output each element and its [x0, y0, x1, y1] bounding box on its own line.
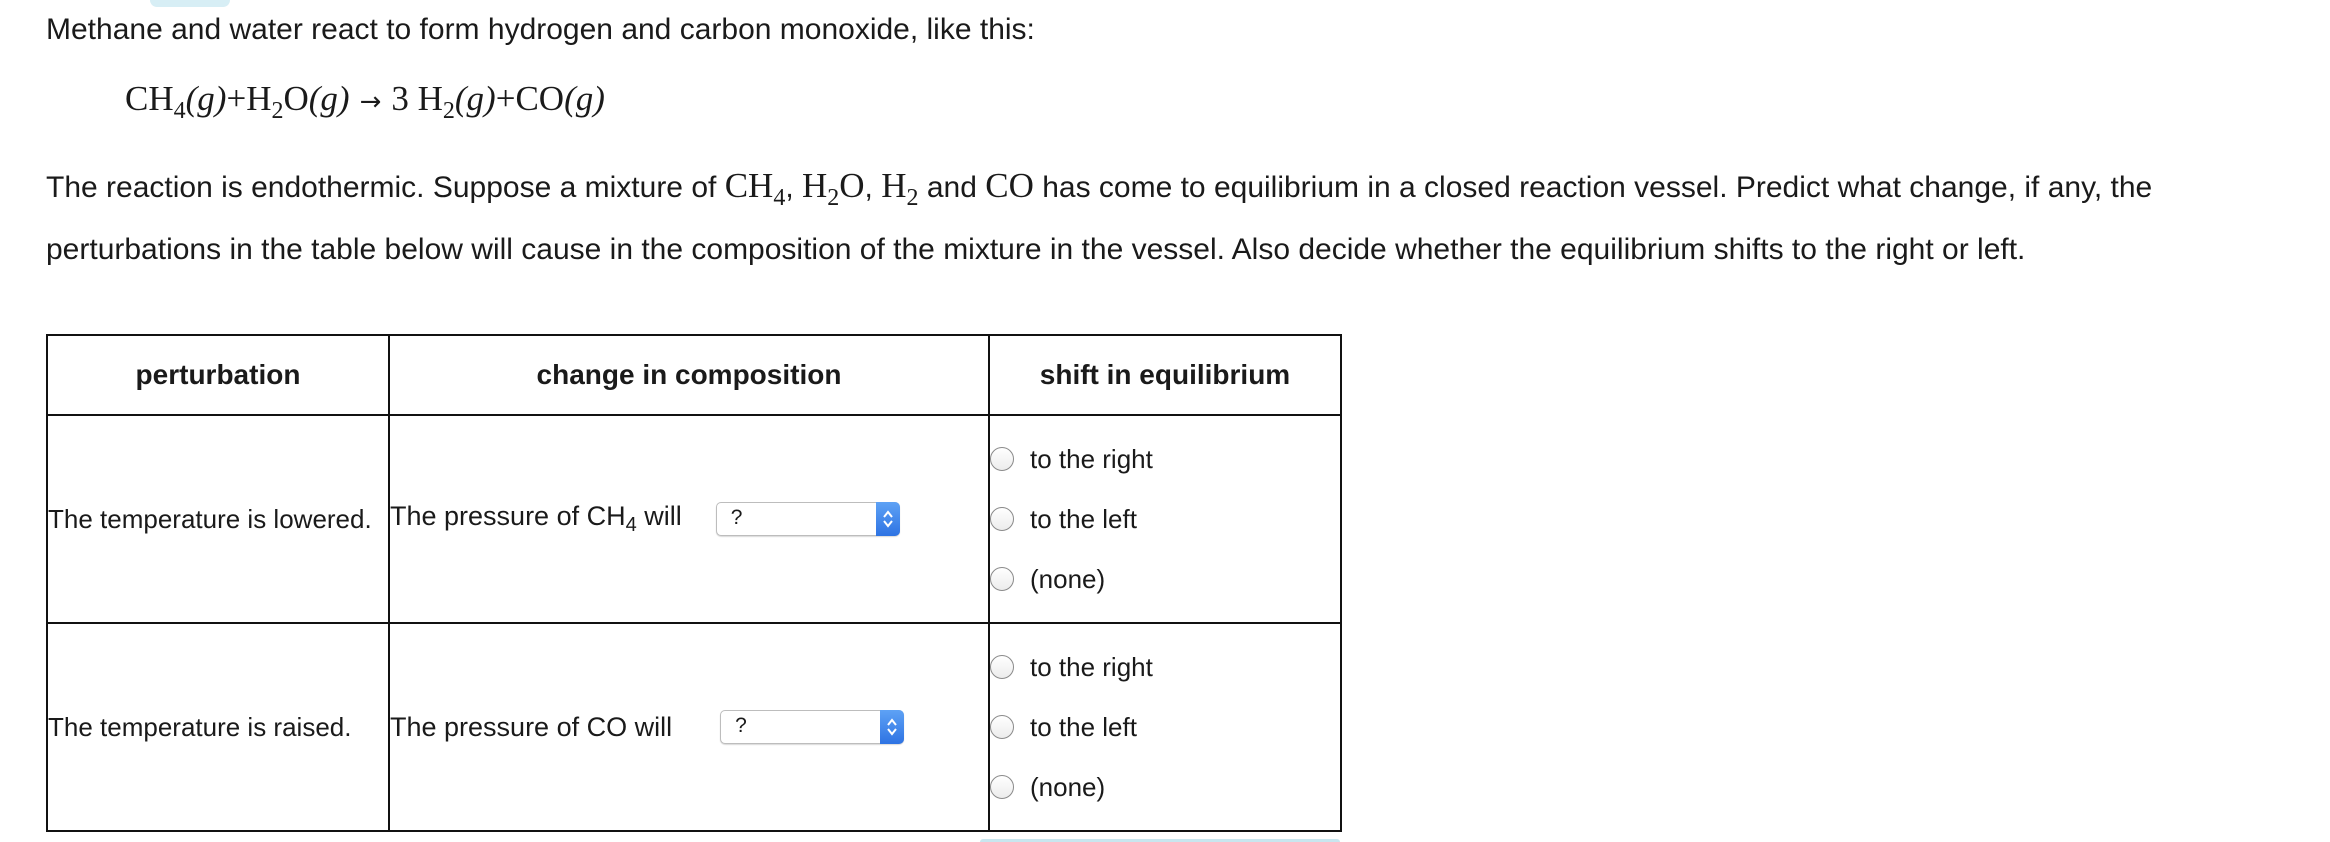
radio-button[interactable] [990, 447, 1014, 471]
top-tab-fragment [150, 0, 230, 7]
change-cell [389, 623, 989, 831]
perturbation-cell: The temperature is lowered. [47, 415, 389, 623]
radio-option[interactable]: (none) [990, 549, 1340, 609]
composition-select[interactable] [720, 710, 904, 744]
radio-option[interactable]: to the left [990, 697, 1340, 757]
reaction-arrow-icon: → [359, 87, 382, 117]
eq-reactant-1: CH [125, 79, 174, 118]
select-arrows-icon[interactable] [880, 710, 904, 744]
eq-product-2: CO [515, 79, 565, 118]
radio-button[interactable] [990, 775, 1014, 799]
radio-option[interactable]: to the left [990, 489, 1340, 549]
radio-button[interactable] [990, 655, 1014, 679]
header-perturbation: perturbation [47, 335, 389, 415]
eq-product-1: H [417, 79, 443, 118]
eq-reactant-2: H [246, 79, 272, 118]
change-label: The pressure of CO will [390, 711, 673, 742]
table-row [47, 623, 1341, 831]
radio-button[interactable] [990, 507, 1014, 531]
reaction-equation: $CH_4(g)+H_2O(g) \to 3$ $H_2(g)+CO(g)$ [125, 79, 605, 124]
select-value: ? [730, 506, 743, 529]
table-header-row [47, 335, 1341, 415]
change-cell [389, 415, 989, 623]
shift-cell [989, 623, 1341, 831]
intro-text: Methane and water react to form hydrogen and carbon monoxide, like this: [46, 13, 1035, 46]
select-arrows-icon[interactable] [876, 502, 900, 536]
header-shift: shift in equilibrium [989, 335, 1341, 415]
table-row [47, 415, 1341, 623]
select-value: ? [735, 714, 747, 737]
radio-option[interactable]: to the right [990, 637, 1340, 697]
header-change: change in composition [389, 335, 989, 415]
radio-button[interactable] [990, 567, 1014, 591]
problem-paragraph: The reaction is endothermic. Suppose a mixture of $CH_4$, $H_2O$, $H_2$ and CO has come to equilibrium in a closed reaction vessel. Predict what change, if any, the perturbations in the table below will cause in the composition of the mixture in the vessel. Also decide whether the equilibrium shifts to the right or left. [46, 166, 2153, 266]
perturbation-cell: The temperature is raised. [47, 623, 389, 831]
shift-cell [989, 415, 1341, 623]
composition-select[interactable] [716, 502, 900, 536]
radio-option[interactable]: (none) [990, 757, 1340, 817]
change-label: The pressure of $CH_4$ will [390, 501, 682, 536]
radio-option[interactable]: to the right [990, 429, 1340, 489]
radio-button[interactable] [990, 715, 1014, 739]
perturbation-table [46, 334, 1342, 832]
